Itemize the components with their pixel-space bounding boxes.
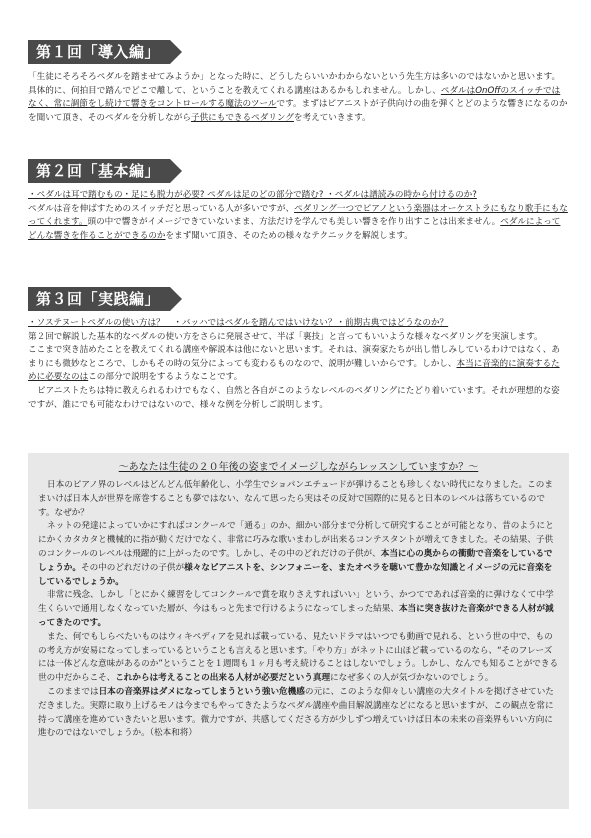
text: 非常に残念、しかし「とにかく練習をしてコンクールで賞を取りさえすればいい」という、かつてであれば音楽的に弾けなくて中学生くらいで通用しなくなっていた層が、今はもっと先まで行けるようになってしまった結果、: [38, 590, 554, 615]
paragraph: [28, 344, 568, 385]
topics-line: ・ペダルは耳で踏むもの・足にも脱力が必要? ペダルは足のどの部分で踏む? ・ペダルは譜読みの時から付けるのか?: [28, 190, 477, 200]
text: 頭の中で響きがイメージできていないまま、方法だけを学んでも美しい響きを作り出すことは出来ません。: [87, 217, 501, 228]
message-box: [28, 453, 569, 809]
bold-text: 様々なピアニストを、シンフォニーを、またオペラを聴いて豊かな知識とイメージの元に音楽をしているでしょうか。: [38, 562, 553, 587]
paragraph: [38, 589, 559, 630]
text: 日本のピアノ界のレベルはどんどん低年齢化し、小学生でショパンエチュードが弾けることも珍しくない時代になりました。このままいけば日本人が世界を席巻することも夢ではない、なんて思ったら実はその反対で国際的に見ると日本のレベルは落ちているのです。なぜか？: [38, 480, 553, 518]
bold-text: 本当に突き抜けた音楽ができる人材が減ってきたのです。: [38, 604, 554, 628]
underlined-text: 子供にもできるペダリング: [190, 112, 294, 123]
text: また、何でもしらべたいものはウィキペディアを見れば載っている、見たいドラマはいつでも動画で見れる、という世の中で、ものの考え方が安易になってしまっているということも言えると思います。「やり方」がネットに山ほど載っているのなら、“そのフレーズには一体どんな意味があるのか”ということを１週間も１ヶ月も考え続けることはしないでしょう。しかし、なんでも知ることができる世の中だからこそ、: [38, 631, 559, 684]
section-title: 第３回「実践編」: [28, 287, 170, 311]
message-box-title: 〜あなたは生徒の２０年後の姿までイメージしながらレッスンしていますか？〜: [118, 462, 479, 473]
section-lesson-2: [28, 159, 568, 243]
text: ピアニストたちは特に教えられるわけでもなく、自然と各自がこのようなレベルのペダリングにたどり着いています。それが理想的な姿ですが、誰にでも可能なわけではないので、様々な例を分析しご説明します。: [28, 385, 560, 410]
italic-text: OnOff: [475, 85, 501, 96]
paragraph: [38, 520, 559, 589]
heading-arrow-decoration: [170, 159, 182, 183]
text: ここまで突き詰めたことを教えてくれる講座や解説本は他にないと思います。それは、演奏家たちが出し惜しみしているわけではなく、あまりにも微妙なところで、しかもその時の気分によっても変わるものなので、説明が難しいからです。しかし、: [28, 345, 560, 369]
text: ペダルは: [440, 85, 476, 96]
underlined-text: ペダルによってどんな響きを作ることができるのか: [28, 217, 561, 241]
section-title: 第１回「導入編」: [28, 40, 170, 64]
paragraph: [28, 385, 568, 412]
topics-line: ・ソステヌートペダルの使い方は？ ・バッハではペダルを踏んではいけない？・前期古典ではどうなのか？: [28, 318, 449, 328]
section-lesson-3: [28, 287, 568, 412]
underlined-text: ペダリング一つでピアノという楽器はオーケストラにもなり歌手にもなってくれます。: [28, 203, 568, 228]
bold-text: 本当に心の奥からの衝動で音楽をしているでしょうか。: [38, 548, 553, 573]
section-body: [28, 317, 568, 412]
text: をまず聞いて頂き、そのための様々なテクニックを解説します。: [165, 230, 413, 241]
text: 「生徒にそろそろペダルを踏ませてみようか」となった時に、どうしたらいいかわからないという先生方は多いのではないかと思います。具体的に、何拍目で踏んでどこで離して、ということを教えてくれる講座はあるかもしれません。しかし、: [28, 72, 561, 96]
heading-arrow-decoration: [170, 40, 182, 64]
section-lesson-1: [28, 40, 568, 125]
paragraph: [28, 71, 568, 125]
section-heading: [28, 287, 568, 311]
paragraph: [28, 203, 568, 244]
text: になぜ多くの人が気づかないのでしょう。: [330, 673, 494, 684]
text: ネットの発達によっていかにすればコンクールで「通る」のか、細かい部分まで分析して研究することが可能となり、昔のようにとにかくカタカタと機械的に指が動くだけでなく、非常に巧みな歌いまわしが出来るコンテスタントが増えてきました。その結果、子供のコンクールのレベルは飛躍的に上がったのです。しかし、その中のどれだけの子供が、: [38, 521, 554, 559]
heading-arrow-decoration: [170, 287, 182, 311]
paragraph: [38, 686, 559, 741]
paragraph: 第２回で解説した基本的なペダルの使い方をさらに発展させて、半ば「裏技」と言ってもいいような様々なペダリングを実演します。: [28, 331, 543, 342]
text: の元に、このような仰々しい講座の大タイトルを掲げさせていただきました。実際に取り上げるモノは今までもやってきたようなペダル講座や曲目解説講座などになると思いますが、この観点を常に持って講座を進めていきたいと思います。微力ですが、共感してくださる方が少しずつ増えていけば日本の未来の音楽界もいい方向に進むのではないでしょうか。（松本和将）: [38, 686, 554, 739]
text: を考えていきます。: [293, 112, 371, 123]
underlined-text: 本当に音楽的に演奏するために必要なのは: [28, 358, 560, 383]
text: のスイッチではなく、常に調節をし続けて響きをコントロールする魔法のツール: [28, 85, 561, 110]
section-body: [28, 71, 568, 125]
section-body: [28, 189, 568, 243]
bold-text: 日本の音楽界はダメになってしまうという強い危機感: [98, 686, 305, 697]
section-heading: [28, 40, 568, 64]
section-title: 第２回「基本編」: [28, 159, 170, 183]
text: この部分で説明をするようなことです。: [88, 372, 243, 383]
text: このままでは: [47, 686, 99, 697]
section-heading: [28, 159, 568, 183]
paragraph: [38, 631, 559, 686]
text: ペダルは音を伸ばすためのスイッチだと思っている人が多いですが、: [28, 203, 295, 214]
paragraph: [38, 479, 559, 520]
bold-text: これからは考えることの出来る人材が必要だという真理: [115, 673, 331, 684]
text: です。まずはピアニストが子供向けの曲を弾くとどのような響きになるのかを聞いて頂き、そのペダルを分析しながら: [28, 99, 568, 123]
text: その中のどれだけの子供が: [80, 562, 185, 573]
